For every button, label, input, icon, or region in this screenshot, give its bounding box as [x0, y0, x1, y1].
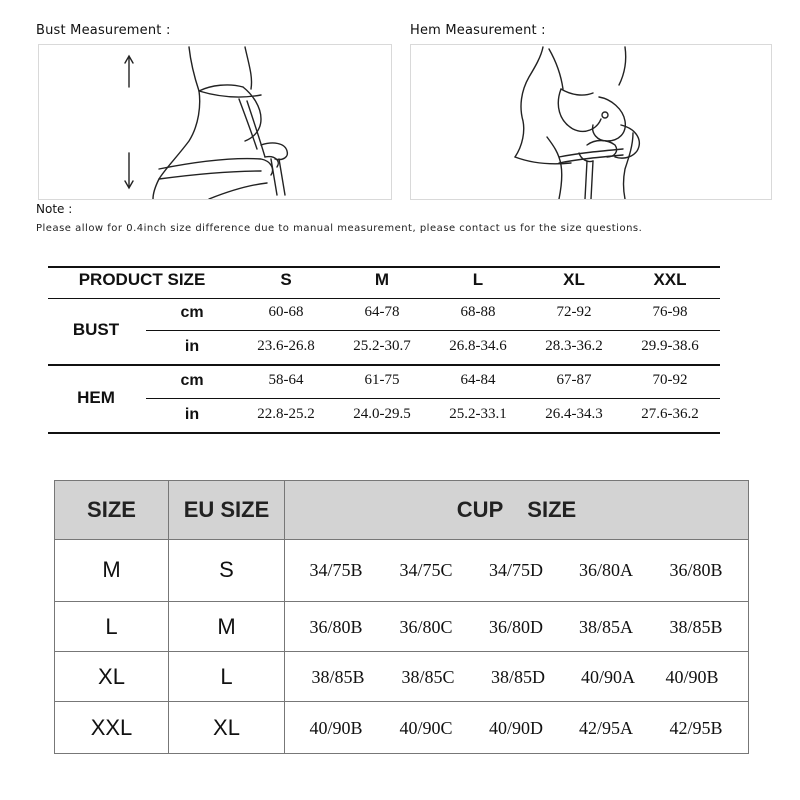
size-header-s: S	[280, 270, 292, 289]
cup-value: 42/95A	[579, 718, 633, 738]
cup-value: 38/85B	[669, 617, 723, 637]
hem-cm-xxl: 70-92	[652, 372, 688, 388]
cup-value: 34/75B	[309, 560, 363, 580]
eu-size-column-header: EU SIZE	[183, 497, 270, 522]
cup-size-column-header: CUP SIZE	[456, 497, 577, 522]
cup-value: 36/80B	[309, 617, 363, 637]
row-divider	[55, 539, 748, 540]
cup-value: 40/90A	[581, 667, 635, 687]
product-size-table	[48, 266, 720, 434]
cup-row-eu-size: S	[219, 557, 234, 582]
bust-in-xxl: 29.9-38.6	[641, 338, 699, 354]
note-text: Please allow for 0.4inch size difference due to manual measurement, please contact us for the size questions.	[36, 223, 643, 234]
hem-cm-xl: 67-87	[556, 372, 592, 388]
cup-row-eu-size: L	[220, 664, 233, 689]
note-title: Note :	[36, 202, 73, 216]
hem-in-s: 22.8-25.2	[257, 406, 315, 422]
bust-group-label: BUST	[72, 320, 120, 339]
header-rule	[48, 298, 720, 299]
table-top-rule	[48, 266, 720, 268]
row-divider	[55, 651, 748, 652]
row-divider	[55, 601, 748, 602]
cup-value: 36/80C	[399, 617, 453, 637]
cup-value: 42/95B	[669, 718, 723, 738]
bust-in-m: 25.2-30.7	[353, 338, 411, 354]
hem-in-xl: 26.4-34.3	[545, 406, 603, 422]
hem-cm-s: 58-64	[268, 372, 304, 388]
row-divider	[55, 701, 748, 702]
bust-figure-drawing	[39, 45, 391, 199]
cup-value: 40/90B	[309, 718, 363, 738]
hem-in-l: 25.2-33.1	[449, 406, 507, 422]
cup-value: 38/85A	[579, 617, 633, 637]
cup-row-size: M	[102, 557, 121, 582]
hem-measurement-illustration	[410, 44, 772, 200]
hem-figure-drawing	[411, 45, 771, 199]
cup-value: 40/90B	[665, 667, 719, 687]
table-bottom-rule	[48, 432, 720, 434]
bust-cm-xxl: 76-98	[652, 304, 688, 320]
hem-in-m: 24.0-29.5	[353, 406, 411, 422]
bust-cm-xl: 72-92	[556, 304, 592, 320]
bust-cm-unit: cm	[180, 304, 204, 321]
hem-group-label: HEM	[77, 388, 115, 407]
bust-cm-l: 68-88	[460, 304, 496, 320]
cup-value: 38/85D	[491, 667, 545, 687]
hem-measurement-label: Hem Measurement :	[410, 23, 546, 38]
cup-row-size: XXL	[90, 715, 133, 740]
bust-in-l: 26.8-34.6	[449, 338, 507, 354]
cup-value: 36/80B	[669, 560, 723, 580]
cup-value: 34/75D	[489, 560, 543, 580]
cup-value: 40/90D	[489, 718, 543, 738]
cup-value: 40/90C	[399, 718, 453, 738]
group-divider-rule	[48, 364, 720, 366]
cup-size-table	[54, 480, 749, 754]
product-size-header: PRODUCT SIZE	[78, 270, 206, 289]
bust-measurement-label: Bust Measurement :	[36, 23, 171, 38]
bust-mid-rule	[146, 330, 720, 331]
hem-cm-m: 61-75	[364, 372, 400, 388]
hem-in-xxl: 27.6-36.2	[641, 406, 699, 422]
cup-value: 38/85C	[401, 667, 455, 687]
hem-mid-rule	[146, 398, 720, 399]
hem-in-unit: in	[184, 406, 200, 423]
bust-in-s: 23.6-26.8	[257, 338, 315, 354]
hem-cm-unit: cm	[180, 372, 204, 389]
cup-row-eu-size: XL	[213, 715, 240, 740]
size-column-header: SIZE	[87, 497, 136, 522]
size-header-l: L	[472, 270, 484, 289]
cup-value: 36/80A	[579, 560, 633, 580]
bust-measurement-illustration	[38, 44, 392, 200]
cup-row-size: L	[105, 614, 118, 639]
cup-row-eu-size: M	[217, 614, 236, 639]
cup-value: 38/85B	[311, 667, 365, 687]
bust-cm-s: 60-68	[268, 304, 304, 320]
hem-cm-l: 64-84	[460, 372, 496, 388]
size-header-xxl: XXL	[653, 270, 687, 289]
cup-value: 34/75C	[399, 560, 453, 580]
cup-value: 36/80D	[489, 617, 543, 637]
cup-row-size: XL	[98, 664, 125, 689]
bust-in-unit: in	[184, 338, 200, 355]
size-header-xl: XL	[563, 270, 585, 289]
bust-in-xl: 28.3-36.2	[545, 338, 603, 354]
bust-cm-m: 64-78	[364, 304, 400, 320]
size-header-m: M	[374, 270, 390, 289]
